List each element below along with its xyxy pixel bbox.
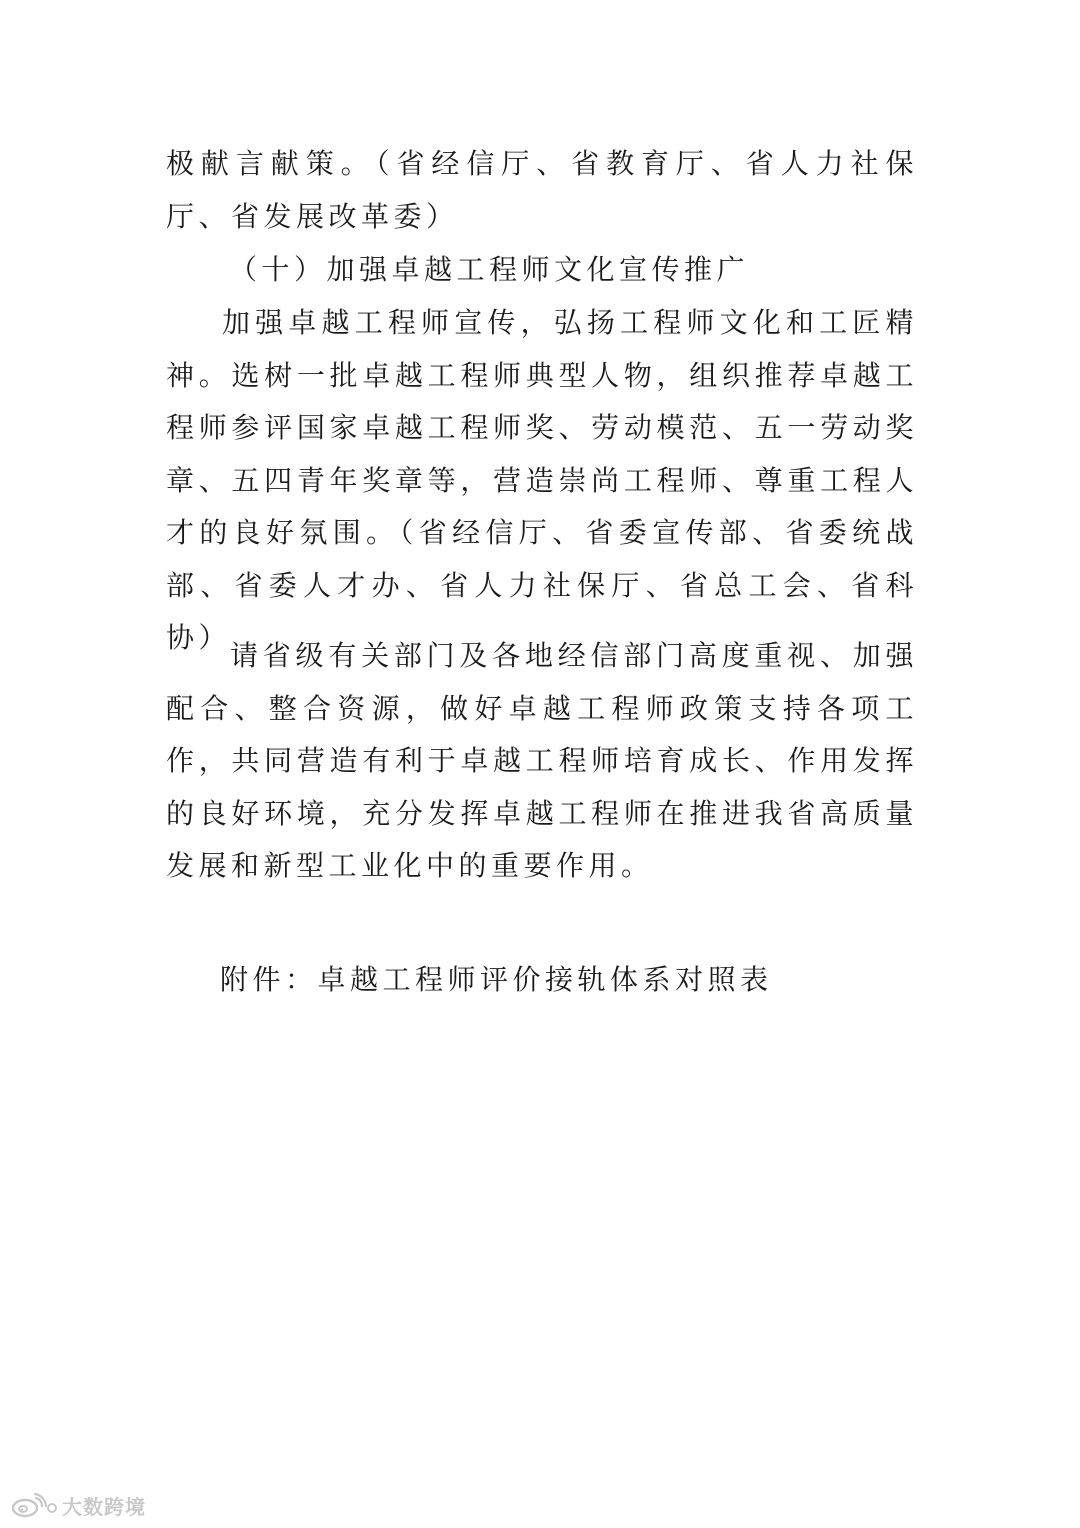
- weibo-logo-icon: [10, 1492, 58, 1518]
- closing-paragraph: 请省级有关部门及各地经信部门高度重视、加强配合、整合资源，做好卓越工程师政策支持各项工作，共同营造有利于卓越工程师培育成长、作用发挥的良好环境，充分发挥卓越工程师在推进我省高质量发展和新型工业化中的重要作用。: [166, 639, 918, 882]
- watermark: [10, 1490, 146, 1520]
- attachment-line: 附件：卓越工程师评价接轨体系对照表: [220, 963, 773, 996]
- section-paragraph: 加强卓越工程师宣传，弘扬工程师文化和工匠精神。选树一批卓越工程师典型人物，组织推荐卓越工程师参评国家卓越工程师奖、劳动模范、五一劳动奖章、五四青年奖章等，营造崇尚工程师、尊重工程人才的良好氛围。（省经信厅、省委宣传部、省委统战部、省委人才办、省人力社保厅、省总工会、省科协）: [166, 306, 918, 654]
- paragraph-continuation: 极献言献策。（省经信厅、省教育厅、省人力社保厅、省发展改革委）: [166, 147, 918, 233]
- watermark-text: 大数跨境: [62, 1494, 146, 1519]
- section-heading: （十）加强卓越工程师文化宣传推广: [229, 253, 750, 286]
